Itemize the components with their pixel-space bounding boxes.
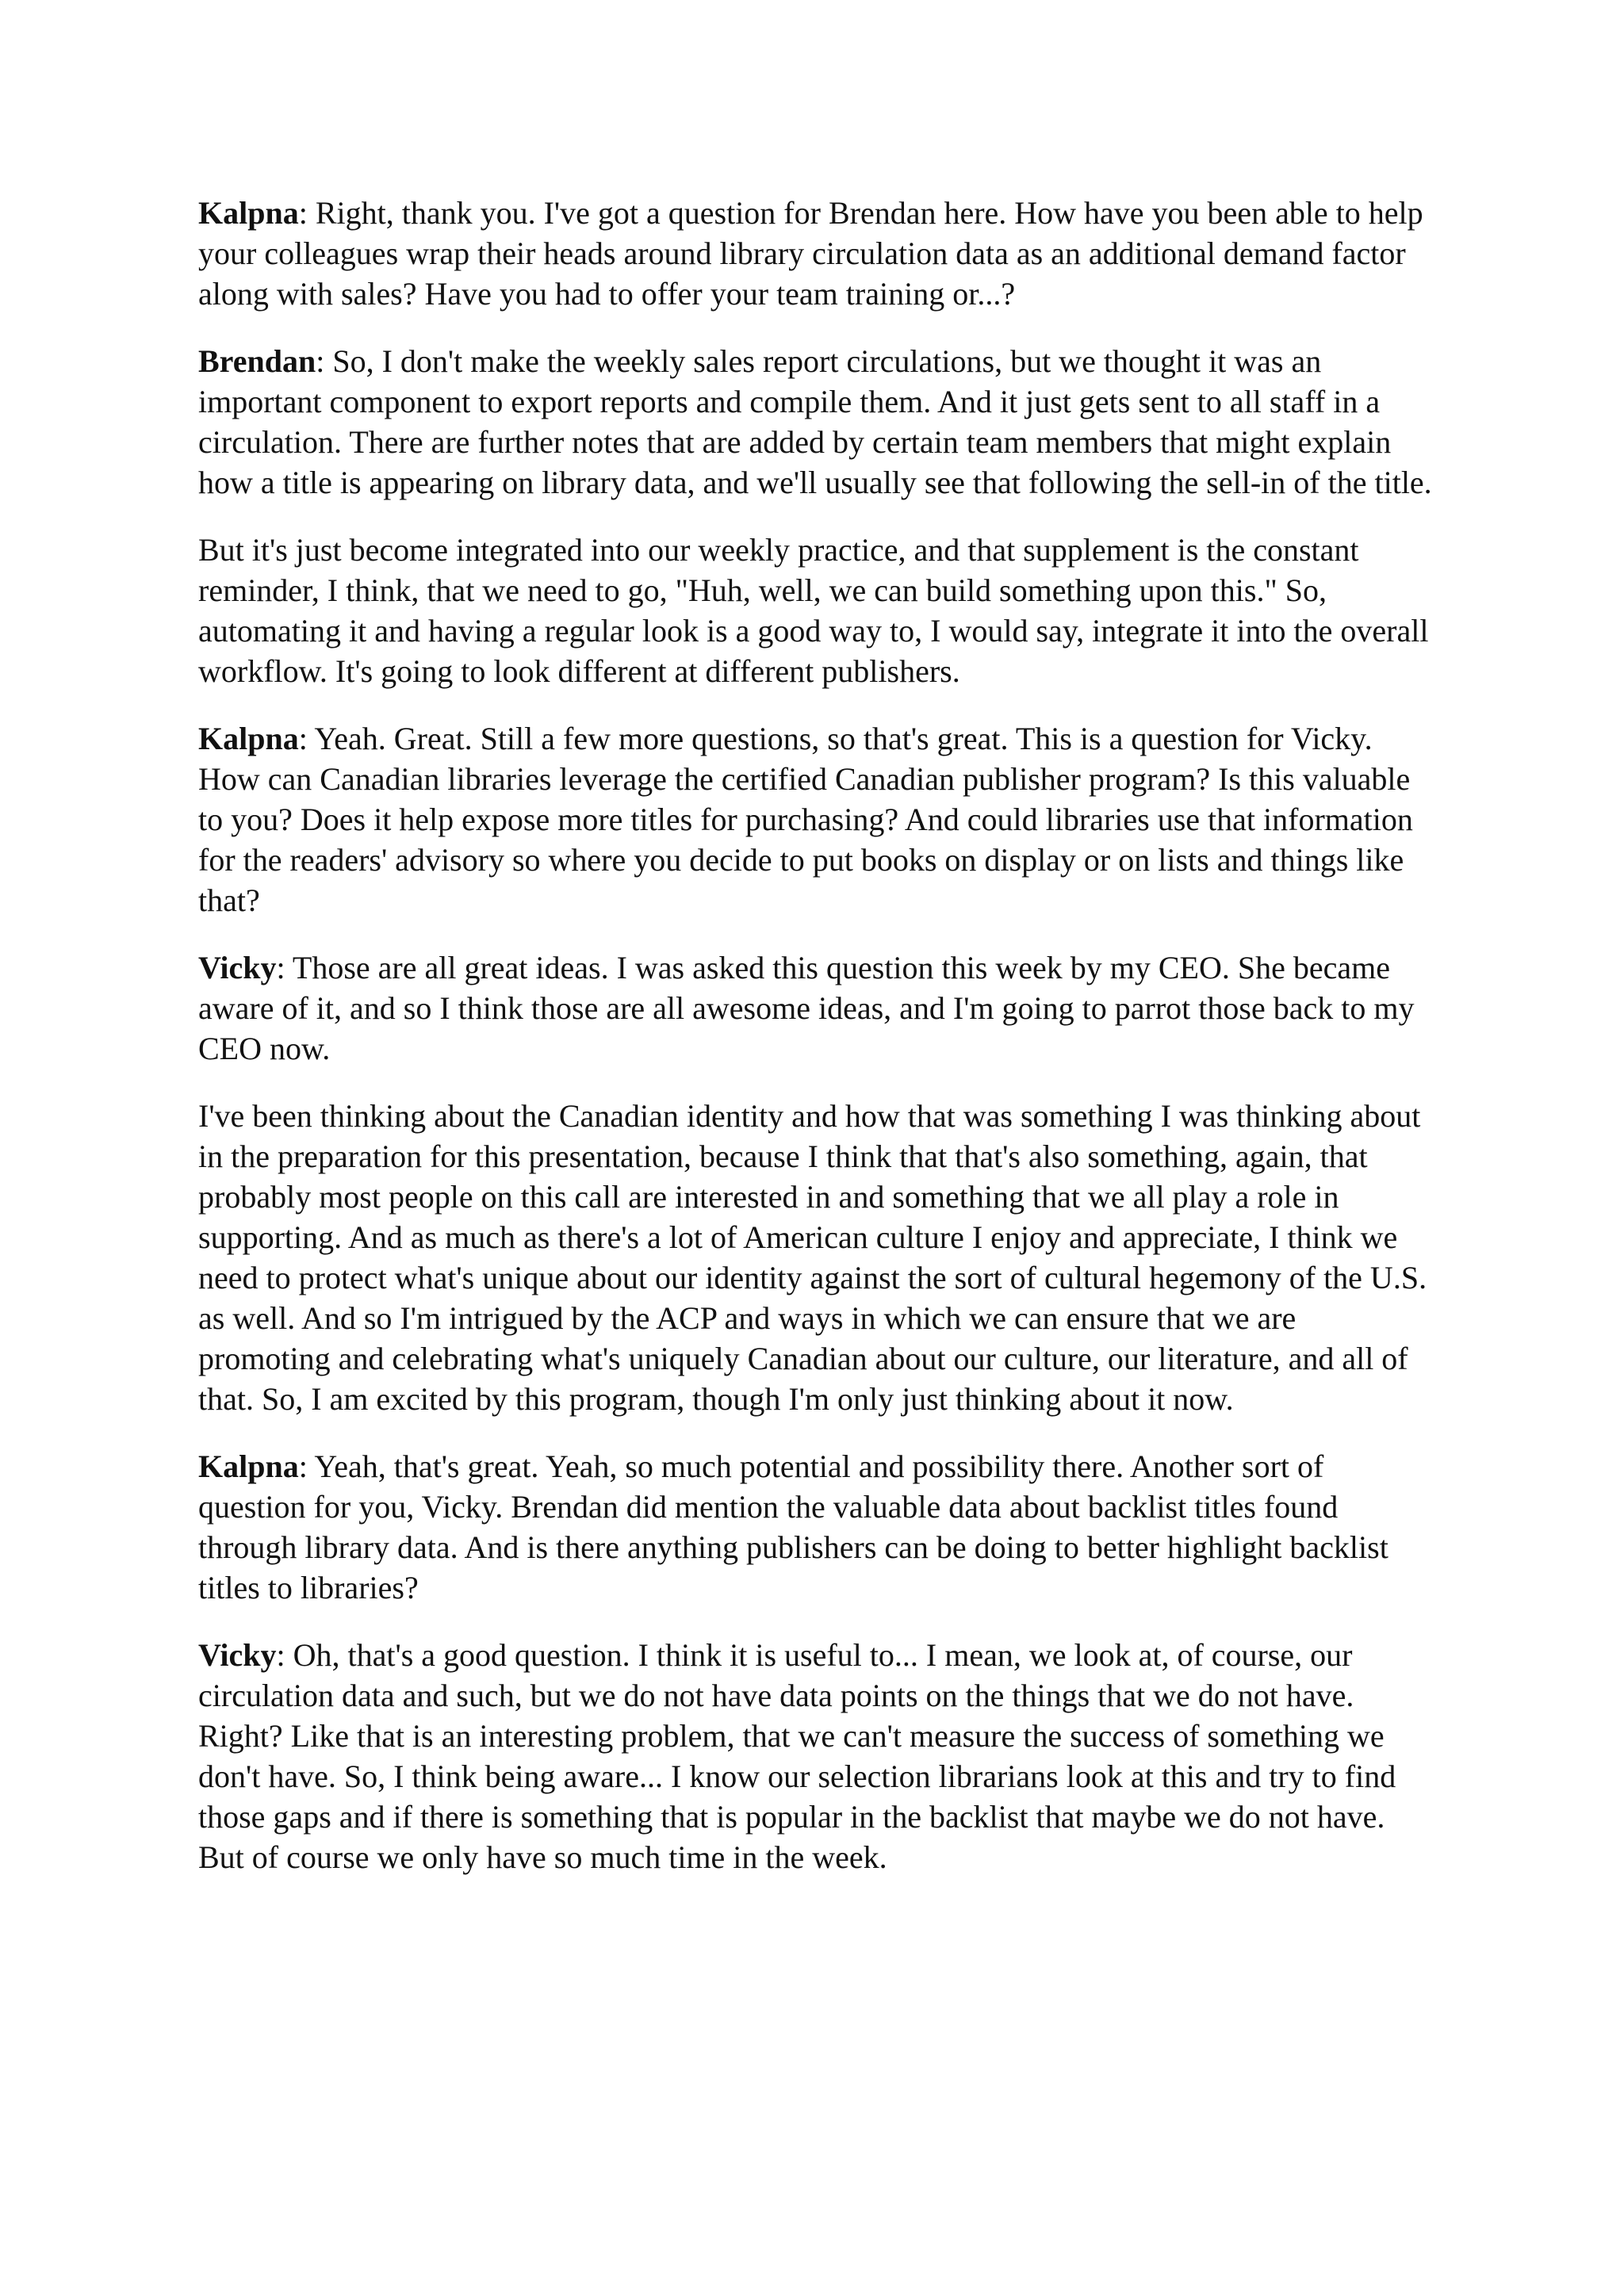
paragraph-text: : Those are all great ideas. I was asked this question this week by my CEO. She became aware of it, and so I think those are all awesome ideas, and I'm going to parrot those back to my CEO now. [198,950,1415,1066]
paragraph-text: But it's just become integrated into our weekly practice, and that supplement is the constant reminder, I think, that we need to go, "Huh, well, we can build something upon this." So, automating it and having a regular look is a good way to, I would say, integrate it into the overall workflow. It's going to look different at different publishers. [198,532,1429,689]
speaker-name: Kalpna [198,195,299,231]
paragraph-text: : Right, thank you. I've got a question for Brendan here. How have you been able to help your colleagues wrap their heads around library circulation data as an additional demand factor along with sales? Have you had to offer your team training or...? [198,195,1423,312]
paragraph-text: I've been thinking about the Canadian identity and how that was something I was thinking about in the preparation for this presentation, because I think that that's also something, again, that probably most people on this call are interested in and something that we all play a role in supporting. And as much as there's a lot of American culture I enjoy and appreciate, I think we need to protect what's unique about our identity against the sort of cultural hegemony of the U.S. as well. And so I'm intrigued by the ACP and ways in which we can ensure that we are promoting and celebrating what's uniquely Canadian about our culture, our literature, and all of that. So, I am excited by this program, though I'm only just thinking about it now. [198,1098,1427,1417]
speaker-name: Kalpna [198,1448,299,1484]
transcript-paragraph [198,1446,1435,1608]
speaker-name: Vicky [198,950,277,985]
transcript-paragraph [198,1096,1435,1419]
paragraph-text: : Oh, that's a good question. I think it is useful to... I mean, we look at, of course, our circulation data and such, but we do not have data points on the things that we do not have. Right? Like that is an interesting problem, that we can't measure the success of something we don't have. So, I think being aware... I know our selection librarians look at this and try to find those gaps and if there is something that is popular in the backlist that maybe we do not have. But of course we only have so much time in the week. [198,1637,1396,1875]
transcript-paragraph [198,947,1435,1069]
paragraph-text: : So, I don't make the weekly sales report circulations, but we thought it was an important component to export reports and compile them. And it just gets sent to all staff in a circulation. There are further notes that are added by certain team members that might explain how a title is appearing on library data, and we'll usually see that following the sell-in of the title. [198,343,1432,500]
transcript-paragraph [198,1635,1435,1877]
transcript-page [198,193,1435,1904]
transcript-paragraph [198,530,1435,691]
transcript-paragraph [198,341,1435,503]
speaker-name: Vicky [198,1637,277,1673]
paragraph-text: : Yeah. Great. Still a few more questions, so that's great. This is a question for Vicky. How can Canadian libraries leverage the certified Canadian publisher program? Is this valuable to you? Does it help expose more titles for purchasing? And could libraries use that information for the readers' advisory so where you decide to put books on display or on lists and things like that? [198,721,1413,918]
paragraph-text: : Yeah, that's great. Yeah, so much potential and possibility there. Another sort of question for you, Vicky. Brendan did mention the valuable data about backlist titles found through library data. And is there anything publishers can be doing to better highlight backlist titles to libraries? [198,1448,1388,1605]
speaker-name: Kalpna [198,721,299,756]
speaker-name: Brendan [198,343,316,379]
transcript-paragraph [198,718,1435,920]
transcript-paragraph [198,193,1435,314]
